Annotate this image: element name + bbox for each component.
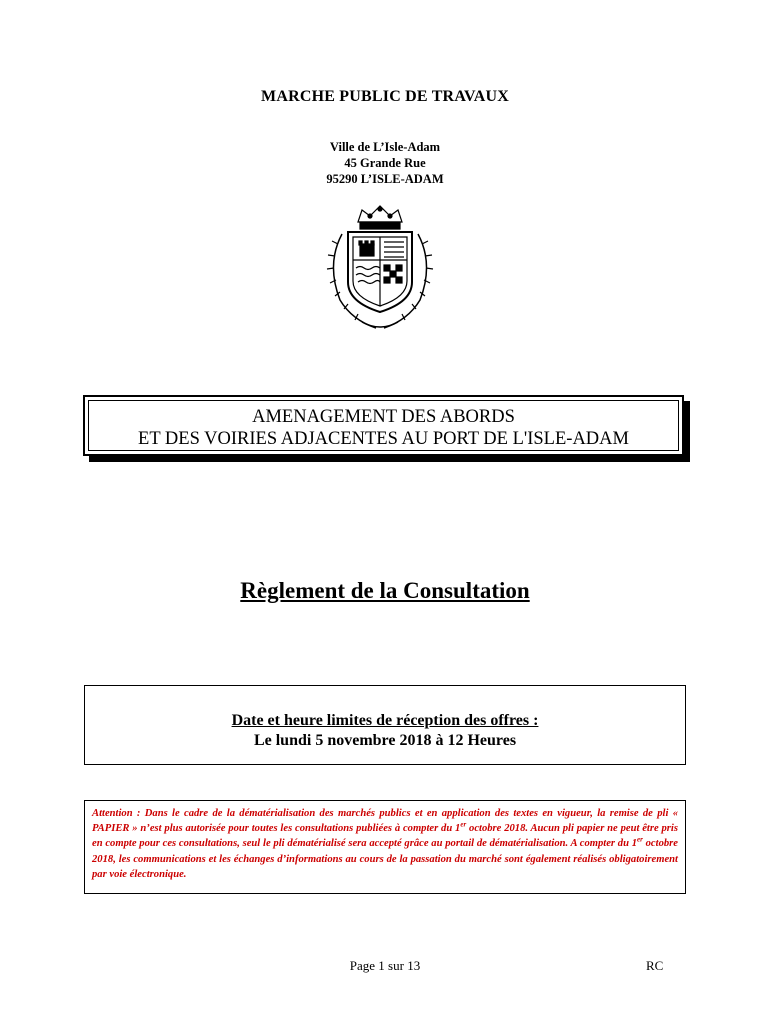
coat-of-arms-icon (318, 204, 442, 334)
document-code: RC (646, 958, 664, 973)
attention-text-1: Attention : Dans le cadre de la dématérialisation des marchés publics et en application des textes en vigueur, la remise de pli « PAPIER » n’est plus autorisée pour toutes les consultations publiées à compter du 1 (92, 808, 678, 835)
project-title-frame (88, 400, 679, 451)
address-block (0, 139, 770, 187)
project-title-line-2: ET DES VOIRIES ADJACENTES AU PORT DE L'ISLE-ADAM (138, 429, 629, 449)
document-header-title: MARCHE PUBLIC DE TRAVAUX (261, 88, 509, 105)
page-number: Page 1 sur 13 (349, 958, 421, 973)
project-title-box (83, 395, 684, 456)
attention-text-3: octobre 2018, les communications et les échanges d’informations au cours de la passation du marché sont également réalisés obligatoirement par voie électronique. (92, 838, 678, 880)
project-title-line-1: AMENAGEMENT DES ABORDS (252, 407, 515, 427)
attention-sup-2: er (637, 835, 643, 844)
address-line-street: 45 Grande Rue (344, 156, 426, 170)
address-line-city: Ville de L’Isle-Adam (329, 140, 441, 154)
deadline-label: Date et heure limites de réception des offres : (231, 712, 539, 729)
address-line-postal: 95290 L’ISLE-ADAM (326, 172, 444, 186)
attention-notice (84, 800, 686, 894)
deadline-value: Le lundi 5 novembre 2018 à 12 Heures (253, 732, 517, 749)
document-title: Règlement de la Consultation (240, 578, 530, 603)
deadline-box (84, 685, 686, 765)
attention-text-2: octobre 2018. Aucun pli papier ne peut être pris en compte pour ces consultations, seul le pli dématérialisé sera accepté grâce au portail de dématérialisation. A compter du 1 (92, 823, 678, 850)
attention-sup-1: er (460, 820, 467, 829)
